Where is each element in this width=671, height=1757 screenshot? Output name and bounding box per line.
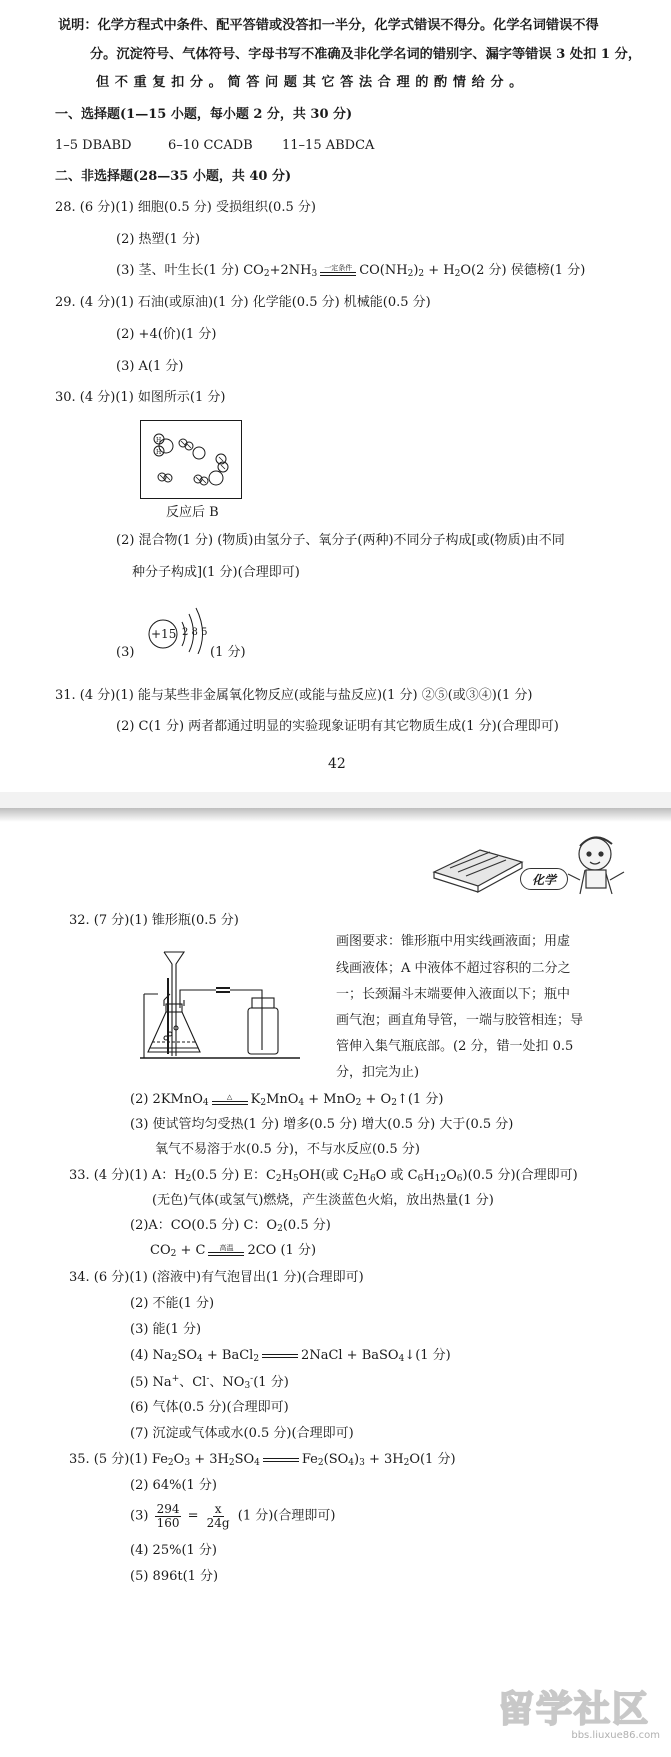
q28-line-2: (2) 热塑(1 分)	[116, 232, 201, 247]
chemistry-badge	[520, 868, 568, 890]
atom-score: (1 分)	[210, 645, 246, 660]
q33-line-1: 33. (4 分)(1) A：$H_2(0.5$ 分) E：$C_2H_5OH$(或 $C_2H_6O$ 或 $C_6H_{12}O_6)(0.5$ 分)(合理即可)	[69, 1168, 578, 1184]
equals-sign-2	[263, 1458, 299, 1462]
svg-text:H: H	[156, 449, 162, 456]
q30-line-1: 30. (4 分)(1) 如图所示(1 分)	[55, 390, 226, 405]
q31-line-2: (2) C(1 分) 两者都通过明显的实验现象证明有其它物质生成(1 分)(合理即可)	[116, 719, 559, 734]
q32-note-line-4: 画气泡；画直角导管，一端与胶管相连；导	[336, 1013, 584, 1028]
q34-line-7: (7) 沉淀或气体或水(0.5 分)(合理即可)	[130, 1426, 354, 1441]
q30-line-2b: 种分子构成](1 分)(合理即可)	[132, 565, 300, 580]
molecule-diagram	[140, 420, 242, 499]
q32-note-line-2: 线画液体；A 中液体不超过容积的二分之	[336, 961, 571, 976]
svg-text:H: H	[156, 437, 162, 444]
instructions-line-3: 但 不 重 复 扣 分 。 简 答 问 题 其 它 答 法 合 理 的 酌 情 给 分 。	[96, 75, 523, 90]
cutoff-header	[268, 0, 418, 3]
watermark-main: 留学社区	[498, 1689, 651, 1730]
q32-note-line-5: 管伸入集气瓶底部。(2 分，错一处扣 0.5	[336, 1039, 574, 1054]
q35-line-3: (3) $\frac{294}{160}$ = $\frac{x}{24g}$ (1 分)(合理即可)	[130, 1502, 336, 1530]
instructions-line-2: 分。沉淀符号、气体符号、字母书写不准确及非化学名词的错别字、漏字等错误 3 处扣 1 分，	[90, 47, 642, 62]
mc-answers-3: 11–15 ABDCA	[282, 138, 375, 153]
q30-line-3: (3)	[116, 645, 135, 660]
q35-line-4: (4) 25%(1 分)	[130, 1543, 217, 1558]
q32-line-3: (3) 使试管均匀受热(1 分) 增多(0.5 分) 增大(0.5 分) 大于(0.5 分)	[130, 1117, 514, 1132]
molecule-drawing	[141, 421, 240, 497]
fraction-2: $\frac{x}{24g}$	[206, 1502, 230, 1530]
q32-line-2: (2) 2KMnO$_4$ △ $K_2MnO_4 + MnO_2$ + $O_2↑(1$ 分)	[130, 1092, 444, 1108]
q34-line-6: (6) 气体(0.5 分)(合理即可)	[130, 1400, 289, 1415]
q33-line-4: $CO_2 + C$ 高温 2CO (1 分)	[150, 1243, 317, 1259]
diagram-caption: 反应后 B	[166, 505, 219, 520]
mc-answers-2: 6–10 CCADB	[168, 138, 253, 153]
q34-line-3: (3) 能(1 分)	[130, 1322, 202, 1337]
apparatus-diagram	[140, 950, 320, 1070]
page-gap	[0, 792, 671, 808]
heat-arrow: △	[212, 1094, 248, 1105]
q28-line-1: 28. (6 分)(1) 细胞(0.5 分) 受损组织(0.5 分)	[55, 200, 316, 215]
q29-line-2: (2) +4(价)(1 分)	[116, 327, 217, 342]
q32-note-line-3: 一；长颈漏斗末端要伸入液面以下；瓶中	[336, 987, 571, 1002]
atom-nucleus-label: +15	[151, 627, 177, 641]
watermark-logo	[498, 1690, 668, 1754]
equals-sign	[262, 1354, 298, 1358]
q29-line-3: (3) A(1 分)	[116, 359, 184, 374]
q33-line-3: (2)A：CO(0.5 分) C：$O_2(0.5$ 分)	[130, 1218, 331, 1234]
q34-line-4: (4) $Na_2SO_4$ + BaCl$_2$ 2NaCl + BaSO$_4$↓(1 分)	[130, 1348, 451, 1364]
q35-line-2: (2) 64%(1 分)	[130, 1478, 217, 1493]
q32-note-line-6: 分，扣完为止)	[336, 1065, 420, 1080]
instructions-line-1: 说明：化学方程式中条件、配平答错或没答扣一半分，化学式错误不得分。化学名词错误不得	[58, 18, 599, 33]
fraction-1: $\frac{294}{160}$	[156, 1502, 180, 1530]
q33-line-2: (无色)气体(或氢气)燃烧，产生淡蓝色火焰，放出热量(1 分)	[152, 1193, 494, 1208]
section2-title: 二、非选择题(28—35 小题，共 40 分)	[55, 169, 292, 184]
book-boy-icon	[430, 822, 650, 902]
mc-answers-1: 1–5 DBABD	[55, 138, 132, 153]
q29-line-1: 29. (4 分)(1) 石油(或原油)(1 分) 化学能(0.5 分) 机械能(0.5 分)	[55, 295, 431, 310]
instructions-label: 说明：	[58, 18, 98, 33]
page-number: 42	[328, 756, 346, 772]
q34-line-5: (5) Na+、Cl-、$NO_3^-(1$ 分)	[130, 1374, 289, 1391]
q32-line-1: 32. (7 分)(1) 锥形瓶(0.5 分)	[69, 913, 239, 928]
atom-shells-label: 2 8 5	[182, 627, 208, 638]
chemistry-illustration	[430, 822, 650, 902]
q28-line-3: (3) 茎、叶生长(1 分) $CO_2+2NH_3$ 一定条件 $CO(NH_2)_2 + H_2O(2$ 分) 侯德榜(1 分)	[116, 263, 586, 279]
q30-line-2a: (2) 混合物(1 分) (物质)由氢分子、氧分子(两种)不同分子构成[或(物质)由不同	[116, 533, 565, 548]
q31-line-1: 31. (4 分)(1) 能与某些非金属氧化物反应(或能与盐反应)(1 分) ②⑤(或③④)(1 分)	[55, 688, 533, 703]
page-shadow	[0, 808, 671, 822]
q35-line-5: (5) 896t(1 分)	[130, 1569, 219, 1584]
high-temp-arrow: 高温	[208, 1245, 244, 1256]
section1-title: 一、选择题(1—15 小题，每小题 2 分，共 30 分)	[55, 107, 353, 122]
q34-line-1: 34. (6 分)(1) (溶液中)有气泡冒出(1 分)(合理即可)	[69, 1270, 364, 1285]
q32-note-line-1: 画图要求：锥形瓶中用实线画液面；用虚	[336, 934, 571, 949]
q34-line-2: (2) 不能(1 分)	[130, 1296, 215, 1311]
reaction-arrow: 一定条件	[320, 265, 356, 276]
q35-line-1: 35. (5 分)(1) $Fe_2O_3 + 3H_2SO_4$ $Fe_2(SO_4)_3 + 3H_2O(1$ 分)	[69, 1452, 456, 1468]
apparatus-drawing	[140, 950, 320, 1070]
q32-line-4: 氧气不易溶于水(0.5 分)，不与水反应(0.5 分)	[155, 1142, 420, 1157]
watermark-url: bbs.liuxue86.com	[571, 1730, 660, 1741]
badge-label: 化学	[531, 873, 556, 887]
